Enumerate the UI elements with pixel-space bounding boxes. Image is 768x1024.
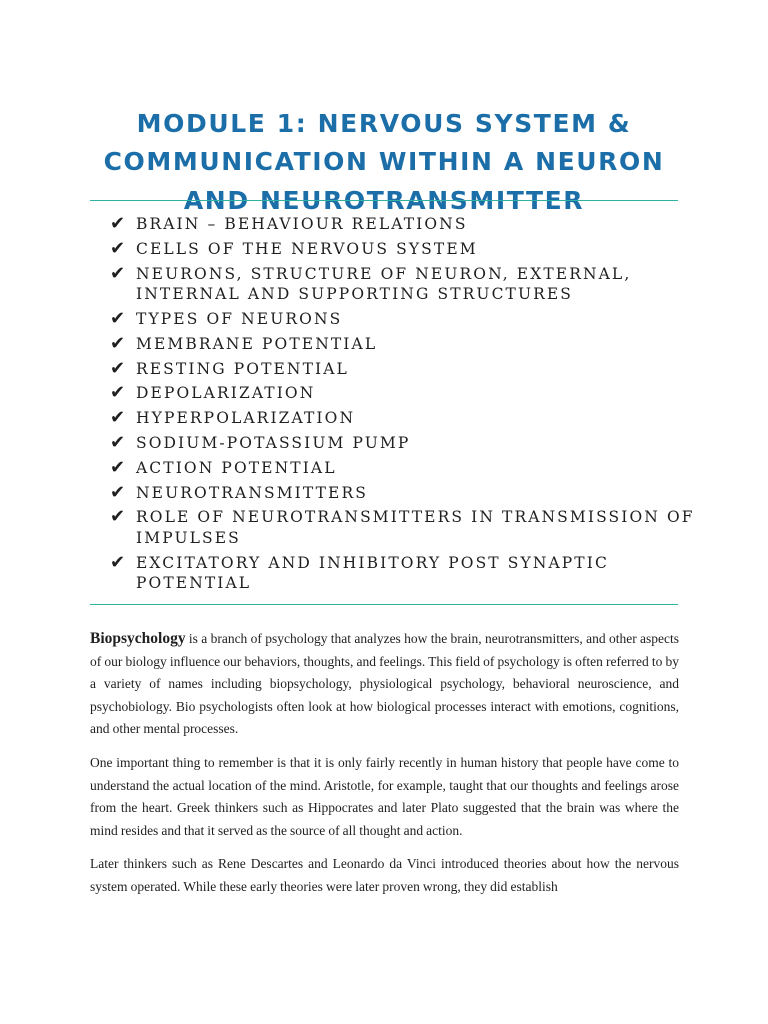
checkmark-icon: ✔ — [110, 357, 126, 379]
topic-label-line: TYPES OF NEURONS — [136, 310, 343, 329]
topic-item — [110, 239, 710, 264]
topic-label — [136, 309, 710, 330]
title-line: COMMUNICATION WITHIN A NEURON — [103, 147, 665, 177]
topic-label-line: HYPERPOLARIZATION — [136, 409, 356, 428]
topic-label — [136, 264, 710, 305]
checkmark-icon: ✔ — [110, 506, 126, 528]
topic-label — [136, 433, 710, 454]
checkmark-icon: ✔ — [110, 456, 126, 478]
checkmark-icon: ✔ — [110, 213, 126, 234]
topic-label-line: ACTION POTENTIAL — [136, 458, 337, 477]
topic-item — [110, 264, 710, 310]
paragraph — [90, 628, 679, 741]
topic-item — [110, 334, 710, 359]
topic-item — [110, 383, 710, 408]
topic-item — [110, 359, 710, 384]
topic-label-line: SODIUM-POTASSIUM PUMP — [136, 434, 411, 453]
topic-item — [110, 507, 710, 553]
topic-checklist — [110, 214, 710, 598]
paragraph — [90, 853, 679, 898]
topic-label-line: BRAIN – BEHAVIOUR RELATIONS — [136, 215, 468, 233]
body-text — [90, 628, 679, 910]
checkmark-icon: ✔ — [110, 237, 126, 259]
topic-label-line: NEURONS, STRUCTURE OF NEURON, EXTERNAL, — [136, 264, 632, 283]
topic-label — [136, 507, 710, 548]
topic-label-line: INTERNAL AND SUPPORTING STRUCTURES — [136, 285, 574, 304]
topic-label — [136, 239, 710, 260]
paragraph-text: is a branch of psychology that analyzes how the brain, neurotransmitters, and other aspects of our biology influence our behaviors, thoughts, and feelings. This field of psychology is often referred to by a variety of names including biopsychology, physiological psychology, behavioral neuroscience, and psychobiology. Bio psychologists often look at how biological processes interact with emotions, cognitions, and other mental processes. — [90, 631, 679, 737]
topic-label — [136, 334, 710, 355]
topic-label-line: DEPOLARIZATION — [136, 384, 316, 403]
paragraph-text: One important thing to remember is that it is only fairly recently in human history that people have come to understand the actual location of the mind. Aristotle, for example, taught that our thoughts and feelings arose from the heart. Greek thinkers such as Hippocrates and later Plato suggested that the brain was where the mind resides and that it served as the source of all thought and action. — [90, 754, 679, 838]
topic-item — [110, 214, 710, 239]
topic-label — [136, 553, 710, 594]
topic-label-line: CELLS OF THE NERVOUS SYSTEM — [136, 239, 478, 258]
topic-label-line: RESTING POTENTIAL — [136, 359, 349, 378]
checkmark-icon: ✔ — [110, 481, 126, 503]
topic-item — [110, 433, 710, 458]
topic-label-line: MEMBRANE POTENTIAL — [136, 334, 378, 353]
checkmark-icon: ✔ — [110, 382, 126, 404]
topic-label — [136, 458, 710, 479]
title-line: MODULE 1: NERVOUS SYSTEM & — [136, 108, 632, 138]
topic-item — [110, 309, 710, 334]
topic-item — [110, 458, 710, 483]
paragraph — [90, 752, 679, 842]
topic-label-line: IMPULSES — [136, 528, 241, 547]
topic-item — [110, 408, 710, 433]
checkmark-icon: ✔ — [110, 551, 126, 573]
topic-label — [136, 214, 710, 235]
checkmark-icon: ✔ — [110, 407, 126, 429]
bottom-divider — [90, 604, 678, 605]
checkmark-icon: ✔ — [110, 432, 126, 454]
top-divider — [90, 200, 678, 201]
topic-label-line: POTENTIAL — [136, 574, 252, 593]
topic-item — [110, 553, 710, 599]
checkmark-icon: ✔ — [110, 332, 126, 354]
topic-label — [136, 383, 710, 404]
paragraph-text: Later thinkers such as Rene Descartes and Leonardo da Vinci introduced theories about how the nervous system operated. While these early theories were later proven wrong, they did establish — [90, 856, 679, 894]
topic-label-line: EXCITATORY AND INHIBITORY POST SYNAPTIC — [136, 553, 609, 572]
checkmark-icon: ✔ — [110, 308, 126, 330]
module-title — [60, 105, 708, 221]
topic-item — [110, 483, 710, 508]
topic-label — [136, 359, 710, 380]
topic-label-line: ROLE OF NEUROTRANSMITTERS IN TRANSMISSION OF — [136, 508, 695, 527]
topic-label — [136, 483, 710, 504]
title-line: AND NEUROTRANSMITTER — [183, 185, 585, 215]
lead-term: Biopsychology — [90, 630, 186, 647]
checkmark-icon: ✔ — [110, 262, 126, 284]
topic-label — [136, 408, 710, 429]
topic-label-line: NEUROTRANSMITTERS — [136, 483, 368, 502]
